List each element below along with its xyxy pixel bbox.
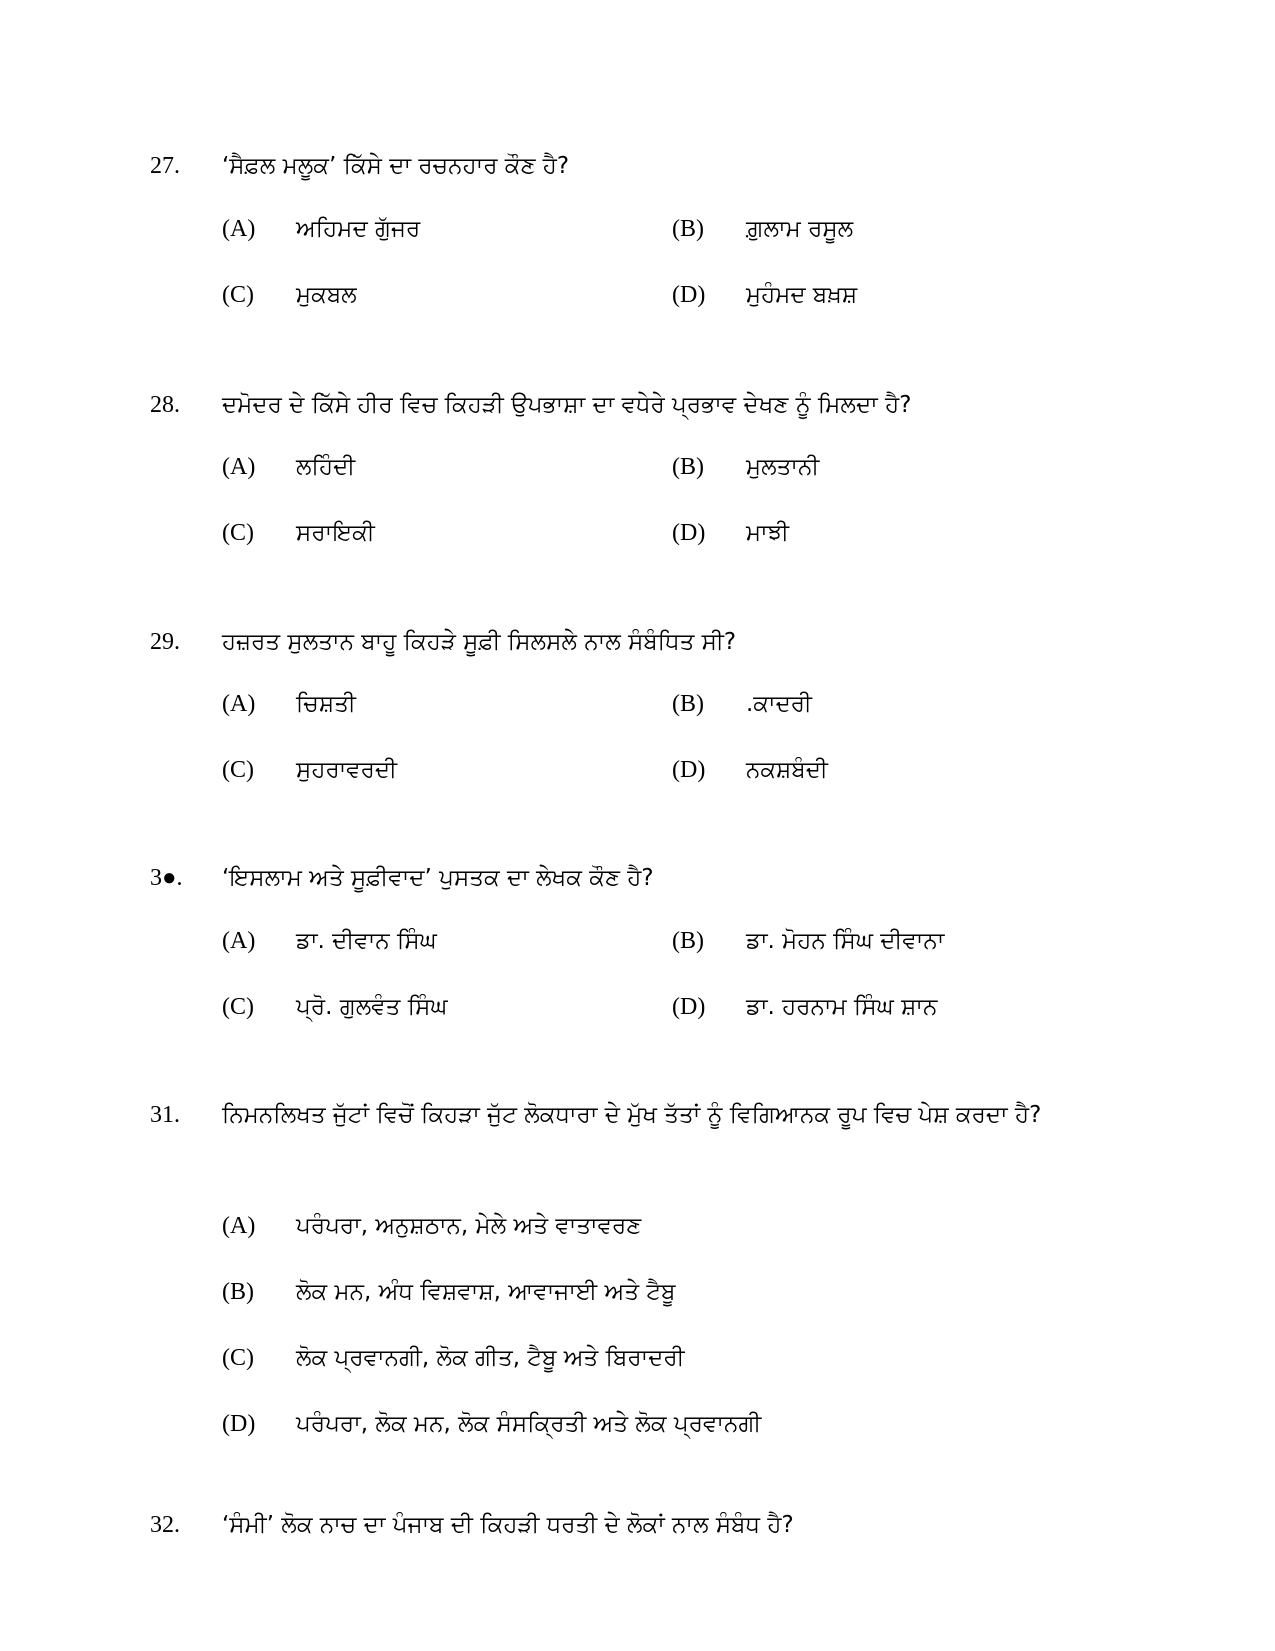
- question-text: ਦਮੋਦਰ ਦੇ ਕਿੱਸੇ ਹੀਰ ਵਿਚ ਕਿਹੜੀ ਉਪਭਾਸ਼ਾ ਦਾ ਵਧੇਰੇ ਪ੍ਰਭਾਵ ਦੇਖਣ ਨੂੰ ਮਿਲਦਾ ਹੈ?: [222, 392, 912, 418]
- question-number: 3●.: [150, 865, 183, 891]
- option-label: (D): [672, 757, 706, 783]
- question-number: 28.: [150, 392, 180, 418]
- option-label: (A): [222, 216, 256, 242]
- option-label: (B): [672, 691, 704, 717]
- option-text: ਪ੍ਰੋ. ਗੁਲਵੰਤ ਸਿੰਘ: [296, 994, 448, 1020]
- option-text: ਅਹਿਮਦ ਗੁੱਜਰ: [296, 216, 421, 242]
- option-text: ਚਿਸ਼ਤੀ: [296, 691, 356, 717]
- option-text: ਲੋਕ ਮਨ, ਅੰਧ ਵਿਸ਼ਵਾਸ਼, ਆਵਾਜਾਈ ਅਤੇ ਟੈਬੂ: [296, 1279, 676, 1305]
- option-label: (D): [672, 994, 706, 1020]
- option-text: ਲੋਕ ਪ੍ਰਵਾਨਗੀ, ਲੋਕ ਗੀਤ, ਟੈਬੂ ਅਤੇ ਬਿਰਾਦਰੀ: [296, 1345, 685, 1371]
- question-number: 31.: [150, 1102, 180, 1128]
- option-text: ਗ਼ੁਲਾਮ ਰਸੂਲ: [746, 216, 854, 242]
- option-label: (C): [222, 282, 254, 308]
- question-text: ‘ਸੈਫ਼ਲ ਮਲੂਕ’ ਕਿੱਸੇ ਦਾ ਰਚਨਹਾਰ ਕੌਣ ਹੈ?: [222, 153, 570, 179]
- option-label: (A): [222, 1213, 256, 1239]
- option-text: ਲਹਿੰਦੀ: [296, 454, 356, 480]
- option-label: (D): [222, 1411, 256, 1437]
- option-label: (A): [222, 928, 256, 954]
- option-text: ਸੁਹਰਾਵਰਦੀ: [296, 757, 398, 783]
- option-text: ਮੁਕਬਲ: [296, 282, 357, 308]
- option-label: (B): [672, 216, 704, 242]
- question-text: ‘ਇਸਲਾਮ ਅਤੇ ਸੂਫ਼ੀਵਾਦ’ ਪੁਸਤਕ ਦਾ ਲੇਖਕ ਕੌਣ ਹੈ?: [222, 865, 654, 891]
- option-label: (A): [222, 691, 256, 717]
- option-label: (C): [222, 994, 254, 1020]
- option-text: ਨਕਸ਼ਬੰਦੀ: [746, 757, 828, 783]
- question-number: 32.: [150, 1512, 180, 1538]
- option-text: ਮੁਲਤਾਨੀ: [746, 454, 820, 480]
- option-text: ਮੁਹੰਮਦ ਬਖ਼ਸ਼: [746, 282, 858, 308]
- question-number: 27.: [150, 153, 180, 179]
- option-text: ਮਾਝੀ: [746, 520, 790, 546]
- option-label: (D): [672, 520, 706, 546]
- option-text: ਡਾ. ਮੋਹਨ ਸਿੰਘ ਦੀਵਾਨਾ: [746, 928, 945, 954]
- option-label: (D): [672, 282, 706, 308]
- option-label: (B): [672, 928, 704, 954]
- option-text: ਡਾ. ਦੀਵਾਨ ਸਿੰਘ: [296, 928, 437, 954]
- option-label: (C): [222, 1345, 254, 1371]
- option-label: (C): [222, 757, 254, 783]
- option-text: ਪਰੰਪਰਾ, ਲੋਕ ਮਨ, ਲੋਕ ਸੰਸਕ੍ਰਿਤੀ ਅਤੇ ਲੋਕ ਪ੍ਰਵਾਨਗੀ: [296, 1411, 762, 1437]
- question-text: ਨਿਮਨਲਿਖਤ ਜੁੱਟਾਂ ਵਿਚੋਂ ਕਿਹੜਾ ਜੁੱਟ ਲੋਕਧਾਰਾ ਦੇ ਮੁੱਖ ਤੱਤਾਂ ਨੂੰ ਵਿਗਿਆਨਕ ਰੂਪ ਵਿਚ ਪੇਸ਼ ਕਰਦਾ ਹੈ?: [222, 1102, 1042, 1128]
- option-label: (C): [222, 520, 254, 546]
- option-label: (A): [222, 454, 256, 480]
- option-text: ਡਾ. ਹਰਨਾਮ ਸਿੰਘ ਸ਼ਾਨ: [746, 994, 938, 1020]
- option-label: (B): [222, 1279, 254, 1305]
- question-text: ‘ਸੰਮੀ’ ਲੋਕ ਨਾਚ ਦਾ ਪੰਜਾਬ ਦੀ ਕਿਹੜੀ ਧਰਤੀ ਦੇ ਲੋਕਾਂ ਨਾਲ ਸੰਬੰਧ ਹੈ?: [222, 1512, 794, 1538]
- question-number: 29.: [150, 629, 180, 655]
- option-label: (B): [672, 454, 704, 480]
- option-text: .ਕਾਦਰੀ: [746, 691, 812, 717]
- option-text: ਸਰਾਇਕੀ: [296, 520, 375, 546]
- question-text: ਹਜ਼ਰਤ ਸੁਲਤਾਨ ਬਾਹੂ ਕਿਹੜੇ ਸੂਫ਼ੀ ਸਿਲਸਲੇ ਨਾਲ ਸੰਬੰਧਿਤ ਸੀ?: [222, 629, 737, 655]
- option-text: ਪਰੰਪਰਾ, ਅਨੁਸ਼ਠਾਨ, ਮੇਲੇ ਅਤੇ ਵਾਤਾਵਰਣ: [296, 1213, 642, 1239]
